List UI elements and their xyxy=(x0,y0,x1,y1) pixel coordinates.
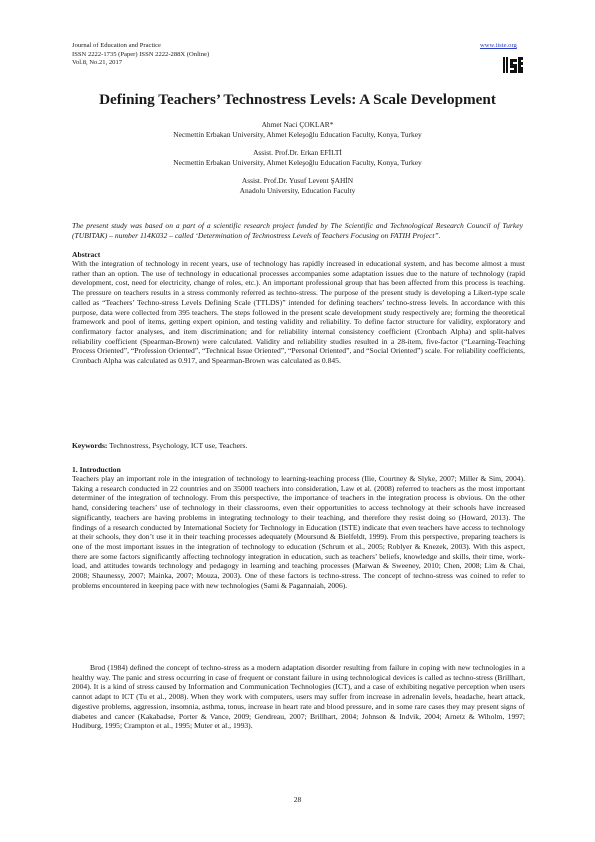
iiste-logo xyxy=(502,55,524,75)
author-affiliation: Necmettin Erbakan University, Ahmet Keleşoğlu Education Faculty, Konya, Turkey xyxy=(173,129,422,139)
author-affiliation: Necmettin Erbakan University, Ahmet Keleşoğlu Education Faculty, Konya, Turkey xyxy=(173,157,422,167)
author-list xyxy=(72,120,523,205)
abstract-heading: Abstract xyxy=(72,250,101,259)
paper-title: Defining Teachers’ Technostress Levels: A Scale Development xyxy=(99,91,496,108)
issn-line: ISSN 2222-1735 (Paper) ISSN 2222-288X (Online) xyxy=(72,50,210,58)
journal-website-link[interactable]: www.iiste.org xyxy=(480,42,517,49)
author-name: Ahmet Naci ÇOKLAR* xyxy=(261,120,334,129)
keywords-label: Keywords: xyxy=(72,441,108,450)
author-block xyxy=(72,120,523,139)
journal-name: Journal of Education and Practice xyxy=(72,42,161,49)
author-name: Assist. Prof.Dr. Erkan EFİLTİ xyxy=(253,148,342,158)
author-affiliation: Anadolu University, Education Faculty xyxy=(239,185,356,195)
author-block xyxy=(72,176,523,195)
section-heading: 1. Introduction xyxy=(72,465,121,474)
author-name: Assist. Prof.Dr. Yusuf Levent ŞAHİN xyxy=(241,176,354,186)
funding-note: The present study was based on a part of a scientific research project funded by The Scientific and Technological Research Council of Turkey (TUBITAK) – number 114K032 – called ‘Determination of Technostress Levels of Teachers Focusing on FATIH Project”. xyxy=(72,221,523,240)
abstract-text: With the integration of technology in recent years, use of technology has rapidly increased in educational system, and has become almost a must rather than an option. The use of technology in educational processes accompanies some adaptation issues due to the nature of technology (rapid development, cost, need for electricity, change of roles, etc.). An important professional group that has been affected from this process is teaching. The pressure on teachers results in a stress commonly referred as techno-stress. The purpose of the present study is developing a Likert-type scale called as “Teachers’ Techno-stress Levels Defining Scale (TTLDS)” intended for defining teachers’ techno-stress levels. In accordance with this purpose, data were collected from 395 teachers. The steps followed in the present scale development study respectively are; forming the theoretical framework and pool of items, getting expert opinion, and testing validity and reliability. To define factor structure for validity, exploratory and confirmatory factor analyses, and item discrimination; and for reliability internal consistency coefficient (Cronbach Alpha) and split-halves reliability coefficient (Spearman-Brown) were calculated. Validity and reliability studies resulted in a 28-item, five-factor (“Learning-Teaching Process Oriented”, “Profession Oriented”, “Technical Issue Oriented”, “Personal Oriented”, and “Social Oriented”) scale. For reliability coefficients, Cronbach Alpha was calculated as 0.917, and Spearman-Brown was calculated as 0.845. xyxy=(72,259,525,366)
journal-header xyxy=(72,42,209,68)
page-number: 28 xyxy=(293,795,302,804)
author-block xyxy=(72,148,523,167)
body-paragraph-1: Teachers play an important role in the integration of technology to learning-teaching process (Ilie, Courtney & Slyke, 2007; Miller & Sim, 2004). Taking a research conducted in 22 countries and on 35000 teachers into consideration, Law et al. (2008) referred to teachers as the most important determiner of the integration of technology. From this perspective, the importance of teachers in the integration process is obvious. On the other hand, considering teachers’ use of technology in their classrooms, even their opportunities to access technology at their schools have increased significantly, teachers are having problems in integrating technology to their teaching, and therefore they resist doing so (Howard, 2013). The findings of a research conducted by International Society for Technology in Education (ISTE) indicate that even teachers have access to technology at their schools, they don’t use it in their teaching processes adequately (Moursund & Bielfeldt, 1999). From this perspective, preparing teachers is one of the most important issues in the integration of technology to education (Schrum et al., 2005; Roblyer & Knezek, 2003). With this aspect, there are some factors significantly affecting technology integration in education, such as teachers’ beliefs, knowledge and skills, their time, work-load, and attitudes towards technology and pedagogy in learning and teaching processes (Marwan & Sweeney, 2010; Chen, 2008; Lim & Chai, 2008; Shaunessy, 2007; Mainka, 2007; Mouza, 2003). One of these factors is techno-stress. The concept of techno-stress was coined to refer to problems encountered in keeping pace with new technologies (Sami & Pagannaiah, 2006). xyxy=(72,474,525,590)
volume-line: Vol.8, No.21, 2017 xyxy=(72,59,123,67)
keywords-line xyxy=(72,441,247,450)
keywords-text: Technostress, Psychology, ICT use, Teachers. xyxy=(107,441,248,450)
body-paragraph-2: Brod (1984) defined the concept of techno-stress as a modern adaptation disorder resulting from failure in coping with new technologies in a healthy way. The panic and stress occurring in case of frequent or constant failure in using technological devices is called as techno-stress (Brillhart, 2004). It is a kind of stress caused by Information and Communication Technologies (ICT), and a case of exhibiting negative perception when users cannot adapt to ICT (Tu et al., 2008). When they work with computers, users may suffer from increase in adrenalin levels, headache, heart attack, digestive problems, aggression, insomnia, asthma, tonus, increase in heart rate and blood pressure, and in some rare cases they may present signs of diabetes and cancer (Kakabadse, Porter & Vance, 2009; Gendreau, 2007; Brillhart, 2004; Johnson & Indvik, 2004; Arnetz & Wiholm, 1997; Hudiburg, 1995; Crampton et al., 1995; Muter et al., 1993). xyxy=(72,663,525,731)
